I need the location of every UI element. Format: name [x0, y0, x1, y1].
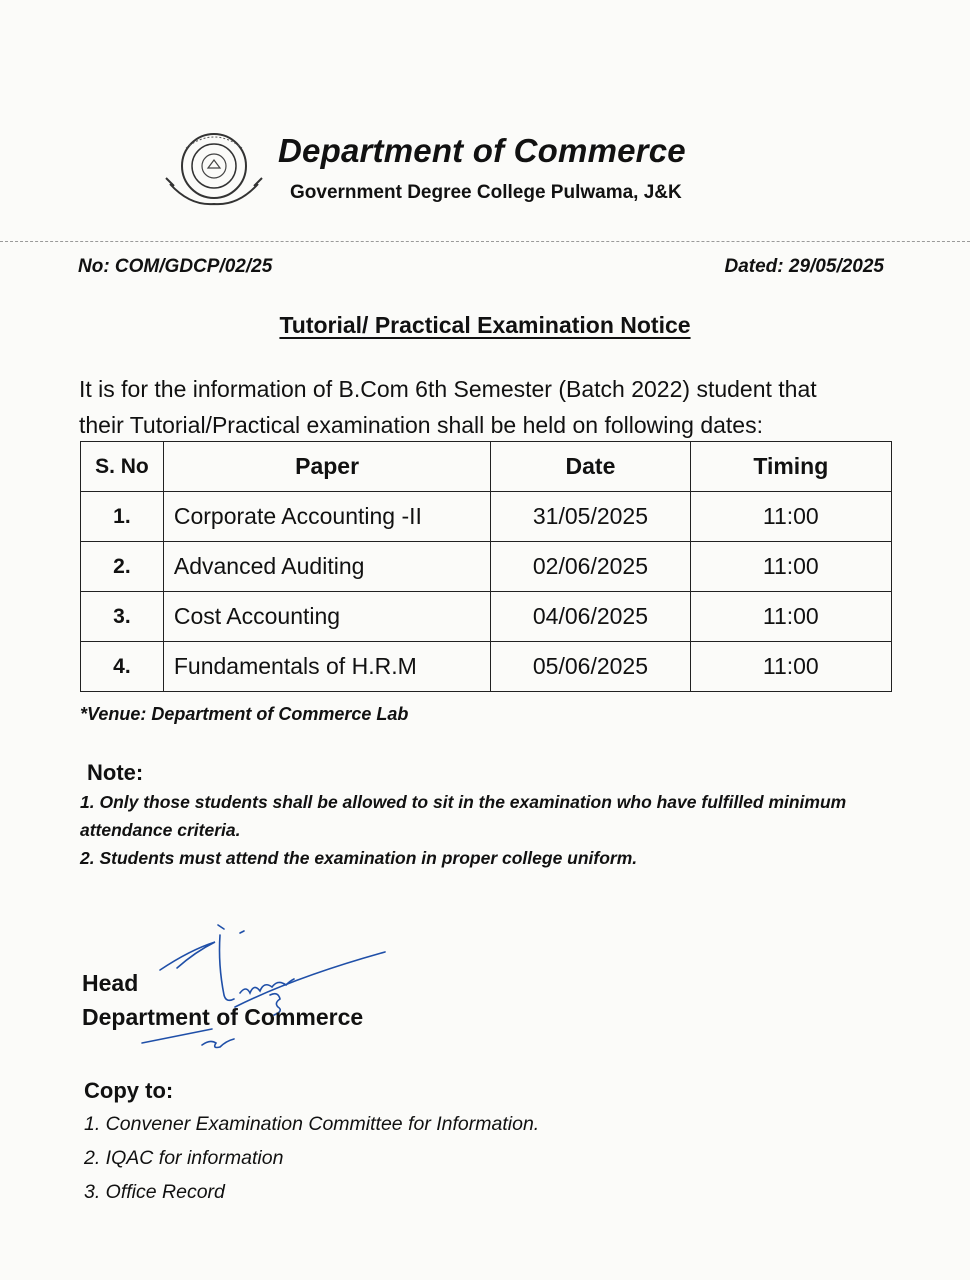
row-date: 05/06/2025 [491, 642, 690, 692]
row-paper: Cost Accounting [163, 592, 490, 642]
row-date: 02/06/2025 [491, 542, 690, 592]
row-timing: 11:00 [690, 642, 891, 692]
row-sno: 2. [81, 542, 164, 592]
copy-to-item: 1. Convener Examination Committee for Information. [84, 1113, 540, 1135]
copy-to-item: 3. Office Record [84, 1181, 225, 1203]
row-paper: Advanced Auditing [163, 542, 490, 592]
college-name: Government Degree College Pulwama, J&K [290, 182, 682, 203]
header-sno: S. No [81, 442, 164, 492]
notice-title [0, 312, 970, 339]
reference-number: No: COM/GDCP/02/25 [78, 256, 273, 277]
header-date: Date [491, 442, 690, 492]
table-row [81, 492, 892, 542]
notice-intro [79, 371, 919, 443]
intro-line-2: their Tutorial/Practical examination shall be held on following dates: [79, 412, 763, 438]
venue-note: *Venue: Department of Commerce Lab [80, 704, 409, 724]
note-list [80, 788, 910, 872]
row-sno: 4. [81, 642, 164, 692]
row-timing: 11:00 [690, 542, 891, 592]
table-row [81, 542, 892, 592]
copy-to-item: 2. IQAC for information [84, 1147, 284, 1169]
signatory-title: Head [82, 970, 139, 996]
notice-date: Dated: 29/05/2025 [724, 256, 884, 277]
row-paper: Fundamentals of H.R.M [163, 642, 490, 692]
row-timing: 11:00 [690, 492, 891, 542]
row-sno: 3. [81, 592, 164, 642]
table-row [81, 592, 892, 642]
copy-to-list [84, 1107, 539, 1209]
copy-to-heading: Copy to: [84, 1078, 174, 1103]
row-timing: 11:00 [690, 592, 891, 642]
department-title: Department of Commerce [278, 132, 686, 169]
intro-line-1: It is for the information of B.Com 6th Semester (Batch 2022) student that [79, 376, 817, 402]
note-item: 1. Only those students shall be allowed to sit in the examination who have fulfilled minimum [80, 792, 847, 812]
exam-schedule-table [80, 441, 892, 692]
note-item: 2. Students must attend the examination in proper college uniform. [80, 848, 638, 868]
table-header-row [81, 442, 892, 492]
note-heading: Note: [87, 760, 144, 785]
header-timing: Timing [690, 442, 891, 492]
row-date: 31/05/2025 [491, 492, 690, 542]
table-row [81, 642, 892, 692]
college-seal-icon [162, 128, 272, 214]
handwritten-signature-icon [140, 915, 400, 1055]
row-sno: 1. [81, 492, 164, 542]
note-item: attendance criteria. [80, 820, 241, 840]
row-paper: Corporate Accounting -II [163, 492, 490, 542]
signatory-department: Department of Commerce [82, 1004, 364, 1030]
header-paper: Paper [163, 442, 490, 492]
letterhead-divider [0, 241, 970, 242]
notice-title-text: Tutorial/ Practical Examination Notice [279, 312, 691, 338]
row-date: 04/06/2025 [491, 592, 690, 642]
